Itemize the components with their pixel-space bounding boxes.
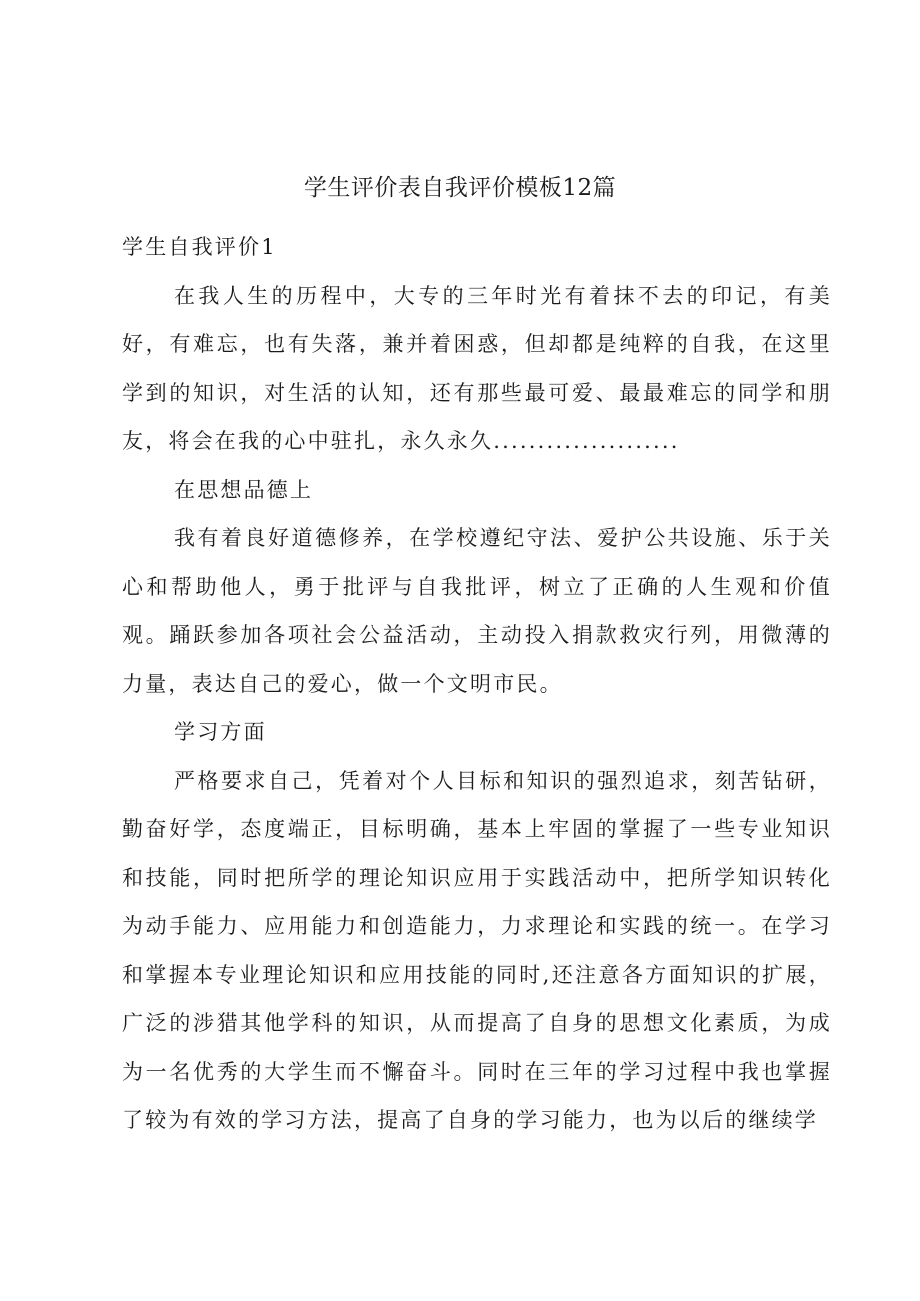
subsection-label-study: 学习方面 <box>174 720 267 744</box>
document-title: 学生评价表自我评价模板12篇 <box>303 175 617 201</box>
section-heading: 学生自我评价1 <box>122 235 277 259</box>
paragraph-moral: 我有着良好道德修养，在学校遵纪守法、爱护公共设施、乐于关心和帮助他人，勇于批评与自我批评，树立了正确的人生观和价值观。踊跃参加各项社会公益活动，主动投入捐款救灾行列，用微薄的力量，表达自己的爱心，做一个文明市民。 <box>122 526 832 696</box>
paragraph-intro: 在我人生的历程中，大专的三年时光有着抹不去的印记，有美好，有难忘，也有失落，兼并着困惑，但却都是纯粹的自我，在这里学到的知识，对生活的认知，还有那些最可爱、最最难忘的同学和朋友，将会在我的心中驻扎，永久永久..................... <box>122 283 832 453</box>
paragraph-study: 严格要求自己，凭着对个人目标和知识的强烈追求，刻苦钻研，勤奋好学，态度端正，目标明确，基本上牢固的掌握了一些专业知识和技能，同时把所学的理论知识应用于实践活动中，把所学知识转化为动手能力、应用能力和创造能力，力求理论和实践的统一。在学习和掌握本专业理论知识和应用技能的同时,还注意各方面知识的扩展，广泛的涉猎其他学科的知识，从而提高了自身的思想文化素质，为成为一名优秀的大学生而不懈奋斗。同时在三年的学习过程中我也掌握了较为有效的学习方法，提高了自身的学习能力，也为以后的继续学 <box>122 768 832 1132</box>
document-body <box>122 223 832 1145</box>
subsection-label-moral: 在思想品德上 <box>174 477 314 502</box>
